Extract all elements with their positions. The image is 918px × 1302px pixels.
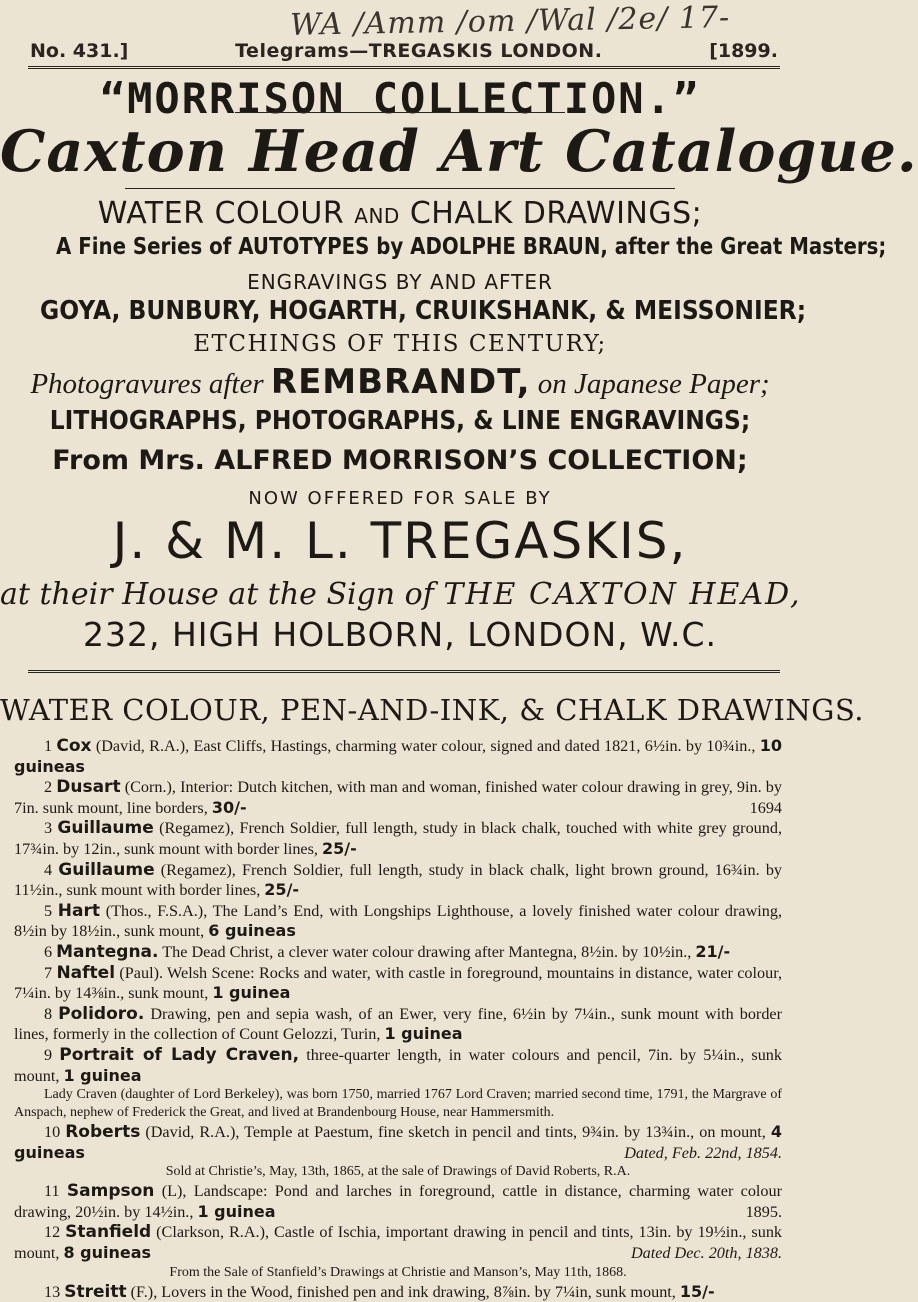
masters-line: GOYA, BUNBURY, HOGARTH, CRUIKSHANK, & MEISSONIER; xyxy=(40,296,807,326)
lot-list xyxy=(14,736,782,1302)
lot-entry: 6 Mantegna. The Dead Christ, a clever water colour drawing after Mantegna, 8½in. by 10½in., 21/- xyxy=(44,941,731,962)
lot-note: From the Sale of Stanfield’s Drawings at Christie and Manson’s, May 11th, 1868. xyxy=(169,1264,627,1280)
from-collection-line: From Mrs. ALFRED MORRISON’S COLLECTION; xyxy=(52,445,748,476)
lot-entry: 9 Portrait of Lady Craven, three-quarter length, in water colours and pencil, 7in. by 5¼in., sunk mount, 1 guinea xyxy=(14,1044,782,1085)
catalogue-title: Caxton Head Art Catalogue. xyxy=(0,118,918,185)
lot-entry: 10 Roberts (David, R.A.), Temple at Paestum, fine sketch in pencil and tints, 9¾in. by 13¾in., on mount, 4 guineas Dated, Feb. 22nd, 1854. xyxy=(14,1122,783,1162)
etchings-line: ETCHINGS OF THIS CENTURY; xyxy=(193,331,607,357)
lot-note: Sold at Christie’s, May, 13th, 1865, at the sale of Drawings of David Roberts, R.A. xyxy=(165,1164,631,1180)
collection-title: “MORRISON COLLECTION.” xyxy=(99,74,701,123)
address-line: 232, HIGH HOLBORN, LONDON, W.C. xyxy=(83,615,717,654)
collection-underline xyxy=(235,112,565,113)
seller-name: J. & M. L. TREGASKIS, xyxy=(112,512,688,570)
handwritten-note: WA /Amm /om /Wal /2e/ 17- xyxy=(289,0,731,43)
catalogue-underline xyxy=(125,188,675,189)
lot-entry: 13 Streitt (F.), Lovers in the Wood, finished pen and ink drawing, 8⅞in. by 7¼in, sunk mount, 15/- xyxy=(44,1281,715,1302)
lot-entry: 12 Stanfield (Clarkson, R.A.), Castle of Ischia, important drawing in pencil and tints, 13in. by 19½in., sunk mount, 8 guineas Dated Dec. 20th, 1838. xyxy=(14,1222,783,1263)
lot-entry: 3 Guillaume (Regamez), French Soldier, full length, study in black chalk, touched with white grey ground, 17¾in. by 12in., sunk mount with border lines, 25/- xyxy=(14,818,782,858)
issue-number: No. 431.] xyxy=(30,40,129,62)
lot-entry: 1 Cox (David, R.A.), East Cliffs, Hastings, charming water colour, signed and dated 1821, 6½in. by 10¾in., 10 guineas xyxy=(14,736,782,776)
house-line: at their House at the Sign of THE CAXTON HEAD, xyxy=(0,577,802,612)
autotypes-line: A Fine Series of AUTOTYPES by ADOLPHE BRAUN, after the Great Masters; xyxy=(56,234,887,260)
lot-note: Lady Craven (daughter of Lord Berkeley), was born 1750, married 1767 Lord Craven; married second time, 1791, the Margrave of Anspach, nephew of Frederick the Great, and lived at Brandenbourg House, near Hammersmith. xyxy=(14,1087,782,1121)
lot-entry: 5 Hart (Thos., F.S.A.), The Land’s End, with Longships Lighthouse, a lovely finished water colour drawing, 8½in by 18½in., sunk mount, 6 guineas xyxy=(14,900,782,941)
offered-line: NOW OFFERED FOR SALE BY xyxy=(248,488,552,509)
water-colour-heading: WATER COLOUR AND CHALK DRAWINGS; xyxy=(97,196,703,231)
lot-entry: 11 Sampson (L), Landscape: Pond and larches in foreground, cattle in distance, charming water colour drawing, 20½in. by 14½in., 1 guinea 1895. xyxy=(14,1181,783,1221)
header-line xyxy=(30,40,778,62)
telegram-address: Telegrams—TREGASKIS LONDON. xyxy=(235,40,603,62)
lot-entry: 2 Dusart (Corn.), Interior: Dutch kitchen, with man and woman, finished water colour drawing in grey, 9in. by 7in. sunk mount, line borders, 30/- 1694 xyxy=(14,777,782,817)
issue-year: [1899. xyxy=(709,40,778,62)
header-rule xyxy=(28,66,780,71)
lot-entry: 8 Polidoro. Drawing, pen and sepia wash, of an Ewer, very fine, 6½in by 7¼in., sunk mount with border lines, formerly in the collection of Count Gelozzi, Turin, 1 guinea xyxy=(14,1003,782,1044)
lithographs-line: LITHOGRAPHS, PHOTOGRAPHS, & LINE ENGRAVINGS; xyxy=(49,406,751,436)
lot-entry: 4 Guillaume (Regamez), French Soldier, full length, study in black chalk, light brown ground, 16¾in. by 11½in., sunk mount with border lines, 25/- xyxy=(14,859,783,900)
photogravures-line: Photogravures after REMBRANDT, on Japanese Paper; xyxy=(30,362,770,402)
section-heading: WATER COLOUR, PEN-AND-INK, & CHALK DRAWINGS. xyxy=(0,693,864,727)
address-rule xyxy=(28,670,780,675)
lot-entry: 7 Naftel (Paul). Welsh Scene: Rocks and water, with castle in foreground, mountains in distance, water colour, 7¼in. by 14⅜in., sunk mount, 1 guinea xyxy=(14,962,783,1003)
engravings-line: ENGRAVINGS BY AND AFTER xyxy=(247,270,553,294)
